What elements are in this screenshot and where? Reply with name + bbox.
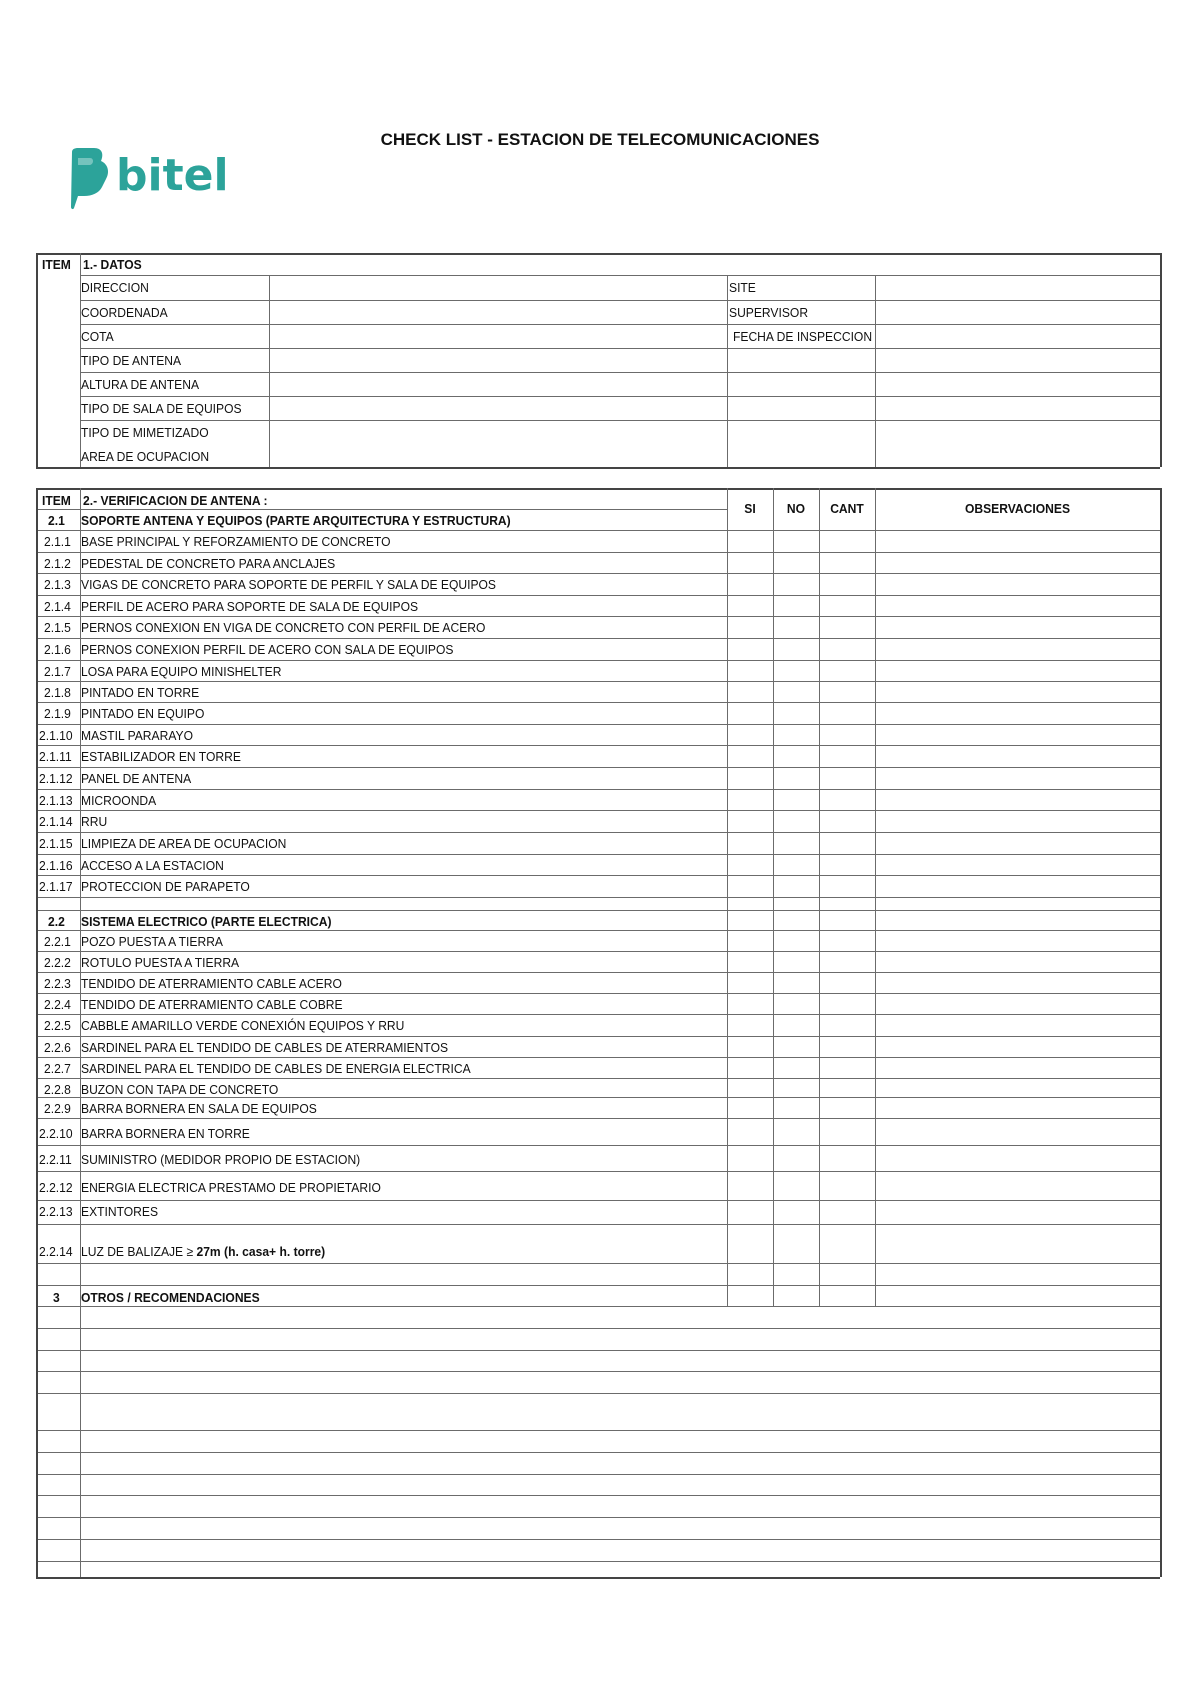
field-label: TIPO DE SALA DE EQUIPOS — [81, 401, 242, 416]
item-number: 2.1.4 — [44, 599, 71, 614]
item-number: 2.2.4 — [44, 997, 71, 1012]
col-line — [727, 488, 728, 1306]
col-line — [727, 275, 728, 467]
column-header: SI — [744, 501, 756, 516]
row-line — [36, 595, 1160, 596]
item-number: 2.1.3 — [44, 577, 71, 592]
row-line — [36, 1306, 1160, 1307]
field-label: COTA — [81, 329, 114, 344]
item-description: PINTADO EN TORRE — [81, 685, 200, 700]
table-border-right — [1160, 488, 1162, 1577]
row-line — [36, 573, 1160, 574]
row-line — [36, 1452, 1160, 1453]
item-description: ESTABILIZADOR EN TORRE — [81, 749, 241, 764]
subsection-number: 2.1 — [48, 513, 65, 528]
row-line — [36, 1078, 1160, 1079]
item-number: 2.1.12 — [39, 771, 73, 786]
item-number: 2.2.13 — [39, 1204, 73, 1219]
subsection-title: SOPORTE ANTENA Y EQUIPOS (PARTE ARQUITECTURA Y ESTRUCTURA) — [81, 513, 511, 528]
field-label: DIRECCION — [81, 280, 149, 295]
item-description: VIGAS DE CONCRETO PARA SOPORTE DE PERFIL Y SALA DE EQUIPOS — [81, 577, 496, 592]
row-line — [80, 396, 1160, 397]
item-number: 2.2.2 — [44, 955, 71, 970]
row-line — [36, 1350, 1160, 1351]
field-label: AREA DE OCUPACION — [81, 449, 210, 464]
item-description: SUMINISTRO (MEDIDOR PROPIO DE ESTACION) — [81, 1152, 361, 1167]
row-line — [36, 875, 1160, 876]
row-line — [36, 681, 1160, 682]
item-description: LOSA PARA EQUIPO MINISHELTER — [81, 664, 282, 679]
col-line — [269, 275, 270, 467]
row-line — [36, 1263, 1160, 1264]
row-line — [36, 1430, 1160, 1431]
row-line — [36, 767, 1160, 768]
item-description: ROTULO PUESTA A TIERRA — [81, 955, 240, 970]
item-number: 2.1.17 — [39, 879, 73, 894]
row-line — [36, 930, 1160, 931]
item-number: 2.2.6 — [44, 1040, 71, 1055]
item-header: ITEM — [42, 257, 71, 272]
item-number: 2.1.6 — [44, 642, 71, 657]
col-line — [773, 488, 774, 1306]
item-header: ITEM — [42, 493, 71, 508]
item-description: ACCESO A LA ESTACION — [81, 858, 224, 873]
item-number: 2.2.8 — [44, 1082, 71, 1097]
row-line — [36, 972, 1160, 973]
item-description: MASTIL PARARAYO — [81, 728, 193, 743]
row-line — [36, 1057, 1160, 1058]
subsection-number: 2.2 — [48, 914, 65, 929]
row-line — [36, 832, 1160, 833]
row-line — [36, 530, 1160, 531]
item-description: PEDESTAL DE CONCRETO PARA ANCLAJES — [81, 556, 336, 571]
row-line — [36, 1495, 1160, 1496]
table-border-top — [36, 253, 1160, 255]
item-number: 2.1.1 — [44, 534, 71, 549]
field-label: COORDENADA — [81, 305, 168, 320]
item-description: BARRA BORNERA EN TORRE — [81, 1125, 250, 1141]
item-description: PERNOS CONEXION EN VIGA DE CONCRETO CON PERFIL DE ACERO — [81, 620, 486, 635]
table-border-left — [36, 488, 38, 1577]
field-label: SITE — [729, 280, 756, 295]
row-line — [36, 854, 1160, 855]
row-line — [36, 789, 1160, 790]
field-label: ALTURA DE ANTENA — [81, 377, 200, 392]
subsection-title: SISTEMA ELECTRICO (PARTE ELECTRICA) — [81, 914, 332, 929]
col-line — [819, 488, 820, 1306]
col-line — [875, 275, 876, 467]
item-description-bold: 27m (h. casa+ h. torre) — [196, 1244, 326, 1259]
item-number: 2.1.15 — [39, 836, 73, 851]
item-number: 2.2.3 — [44, 976, 71, 991]
row-line — [36, 1014, 1160, 1015]
item-number: 2.1.5 — [44, 620, 71, 635]
row-line — [36, 910, 1160, 911]
row-line — [36, 1561, 1160, 1562]
row-line — [36, 724, 1160, 725]
table-border-top — [36, 488, 1160, 490]
item-description: BARRA BORNERA EN SALA DE EQUIPOS — [81, 1101, 317, 1116]
row-line — [36, 552, 1160, 553]
item-number: 2.2.14 — [39, 1244, 73, 1259]
table-border-right — [1160, 253, 1162, 467]
item-description: PINTADO EN EQUIPO — [81, 706, 205, 721]
item-number: 2.2.10 — [39, 1125, 73, 1141]
row-line — [36, 1285, 1160, 1286]
row-line — [36, 638, 1160, 639]
row-line — [36, 1517, 1160, 1518]
row-line — [36, 660, 1160, 661]
row-line — [36, 702, 1160, 703]
item-description: PERFIL DE ACERO PARA SOPORTE DE SALA DE EQUIPOS — [81, 599, 419, 614]
item-description: PERNOS CONEXION PERFIL DE ACERO CON SALA DE EQUIPOS — [81, 642, 454, 657]
item-description: LIMPIEZA DE AREA DE OCUPACION — [81, 836, 287, 851]
field-label: SUPERVISOR — [729, 305, 809, 320]
row-line — [36, 616, 1160, 617]
item-description: EXTINTORES — [81, 1204, 159, 1219]
item-number: 2.1.10 — [39, 728, 73, 743]
item-number: 2.1.16 — [39, 858, 73, 873]
field-label: TIPO DE ANTENA — [81, 353, 182, 368]
item-description: PANEL DE ANTENA — [81, 771, 192, 786]
row-line — [36, 1328, 1160, 1329]
col-line — [80, 488, 81, 1577]
row-line — [80, 324, 1160, 325]
bitel-logo — [68, 148, 248, 220]
item-description: POZO PUESTA A TIERRA — [81, 934, 223, 949]
row-line — [80, 420, 1160, 421]
item-number: 2.1.9 — [44, 706, 71, 721]
item-number: 2.1.7 — [44, 664, 71, 679]
row-line — [36, 1171, 1160, 1172]
row-line — [36, 810, 1160, 811]
item-description: SARDINEL PARA EL TENDIDO DE CABLES DE ENERGIA ELECTRICA — [81, 1061, 471, 1076]
row-line — [80, 275, 1160, 276]
item-description: RRU — [81, 814, 108, 829]
column-header: CANT — [830, 501, 864, 516]
row-line — [36, 993, 1160, 994]
section-title: 2.- VERIFICACION DE ANTENA : — [83, 493, 268, 508]
row-line — [80, 300, 1160, 301]
field-label: TIPO DE MIMETIZADO — [81, 425, 209, 440]
section-number: 3 — [53, 1290, 60, 1305]
bitel-logo-mark — [68, 148, 248, 220]
item-description: TENDIDO DE ATERRAMIENTO CABLE ACERO — [81, 976, 342, 991]
item-description: PROTECCION DE PARAPETO — [81, 879, 250, 894]
item-number: 2.1.11 — [39, 749, 72, 764]
item-description: SARDINEL PARA EL TENDIDO DE CABLES DE ATERRAMIENTOS — [81, 1040, 449, 1055]
row-line — [36, 1539, 1160, 1540]
section-title: OTROS / RECOMENDACIONES — [81, 1290, 260, 1305]
field-label: FECHA DE INSPECCION — [733, 329, 873, 344]
item-number: 2.2.5 — [44, 1018, 71, 1033]
item-number: 2.2.7 — [44, 1061, 71, 1076]
row-line — [36, 1474, 1160, 1475]
row-line — [36, 897, 1160, 898]
item-description: TENDIDO DE ATERRAMIENTO CABLE COBRE — [81, 997, 343, 1012]
table-border-bottom — [36, 1577, 1160, 1579]
item-number: 2.2.12 — [39, 1179, 73, 1195]
item-description: CABBLE AMARILLO VERDE CONEXIÓN EQUIPOS Y RRU — [81, 1018, 405, 1033]
row-line — [36, 1118, 1160, 1119]
section-title: 1.- DATOS — [83, 257, 142, 272]
item-description: BASE PRINCIPAL Y REFORZAMIENTO DE CONCRETO — [81, 534, 391, 549]
row-line — [36, 1145, 1160, 1146]
item-number: 2.1.14 — [39, 814, 73, 829]
item-number: 2.1.2 — [44, 556, 71, 571]
item-description: LUZ DE BALIZAJE ≥ 27m (h. casa+ h. torre) — [81, 1244, 326, 1259]
item-number: 2.2.11 — [39, 1152, 72, 1167]
row-line — [80, 348, 1160, 349]
row-line — [36, 1036, 1160, 1037]
column-header: NO — [786, 501, 806, 516]
item-description: BUZON CON TAPA DE CONCRETO — [81, 1082, 279, 1097]
table-border-bottom — [36, 467, 1160, 469]
col-line — [875, 488, 876, 1306]
row-line — [36, 1097, 1160, 1098]
row-line — [36, 745, 1160, 746]
item-description: ENERGIA ELECTRICA PRESTAMO DE PROPIETARIO — [81, 1179, 381, 1195]
item-number: 2.1.13 — [39, 793, 73, 808]
item-description: MICROONDA — [81, 793, 157, 808]
item-number: 2.2.9 — [44, 1101, 71, 1116]
page-title: CHECK LIST - ESTACION DE TELECOMUNICACIONES — [380, 130, 820, 149]
svg-text:bitel: bitel — [116, 150, 229, 201]
column-header: OBSERVACIONES — [964, 501, 1071, 516]
row-line — [80, 372, 1160, 373]
table-border-left — [36, 253, 38, 467]
row-line — [36, 1224, 1160, 1225]
row-line — [36, 1371, 1160, 1372]
row-line — [36, 951, 1160, 952]
row-line — [36, 1200, 1160, 1201]
item-number: 2.2.1 — [44, 934, 71, 949]
row-line — [36, 509, 727, 510]
row-line — [36, 1393, 1160, 1394]
item-number: 2.1.8 — [44, 685, 71, 700]
